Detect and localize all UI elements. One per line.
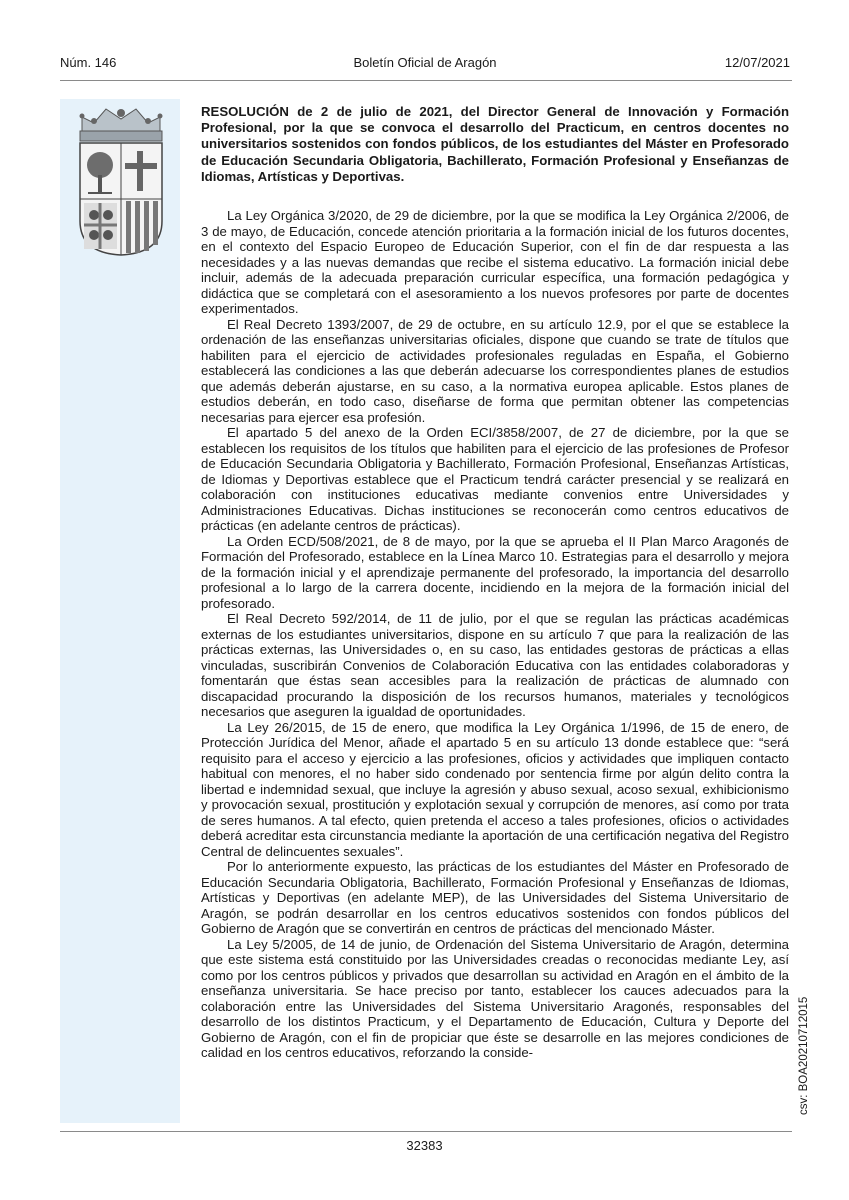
bulletin-number: Núm. 146 [60,55,117,70]
publication-date: 12/07/2021 [724,55,790,70]
body-paragraph: El apartado 5 del anexo de la Orden ECI/3858/2007, de 27 de diciembre, por la que se establecen los requisitos de los títulos que habiliten para el ejercicio de las profesiones de Profesor de Educación Secundaria Obligatoria y Bachillerato, Formación Profesional, Enseñanzas Artísticas, de Idiomas y Deportivas establece que el Practicum tendrá carácter presencial y se realizará en colaboración con instituciones educativas mediante convenios entre Universidades y Administraciones Educativas. Dichas instituciones se reconocerán como centros educativos de prácticas (en adelante centros de prácticas). [201,425,789,534]
csv-code: csv: BOA20210712015 [798,996,810,1115]
body-paragraph: Por lo anteriormente expuesto, las prácticas de los estudiantes del Máster en Profesorado de Educación Secundaria Obligatoria, Bachillerato, Formación Profesional y Enseñanzas de Idiomas, Artísticas y Deportivas (en adelante MEP), de las Universidades del Sistema Universitario de Aragón, se podrán desarrollar en los centros educativos sostenidos con fondos públicos del Gobierno de Aragón que se convertirán en centros de prácticas del mencionado Máster. [201,859,789,937]
footer-divider [60,1131,792,1132]
page-number: 32383 [406,1138,443,1153]
body-paragraph: La Ley Orgánica 3/2020, de 29 de diciembre, por la que se modifica la Ley Orgánica 2/2006, de 3 de mayo, de Educación, concede atención prioritaria a la formación inicial de los futuros docentes, en el contexto del Espacio Europeo de Educación Superior, con el fin de dar respuesta a las necesidades y a las nuevas demandas que recibe el sistema educativo. La formación inicial debe incluir, además de la adecuada preparación curricular específica, una formación pedagógica y didáctica que se completará con el asesoramiento a los nuevos profesores por parte de docentes experimentados. [201,208,789,317]
aragon-coat-of-arms-icon [74,103,168,257]
page-header [60,55,790,73]
body-paragraph: La Ley 5/2005, de 14 de junio, de Ordenación del Sistema Universitario de Aragón, determina que este sistema está constituido por las Universidades creadas o reconocidas mediante Ley, así como por los centros públicos y privados que desarrollan su actividad en Aragón en el ámbito de la enseñanza universitaria. Se hace preciso por tanto, establecer los cauces adecuados para la colaboración entre las Universidades del Sistema Universitario Aragonés, responsables del desarrollo de los distintos Practicum, y el Departamento de Educación, Cultura y Deporte del Gobierno de Aragón, con el fin de propiciar que éste se desarrolle en las mejores condiciones de calidad en los centros educativos, reforzando la conside- [201,936,789,1061]
body-paragraph: La Ley 26/2015, de 15 de enero, que modifica la Ley Orgánica 1/1996, de 15 de enero, de Protección Jurídica del Menor, añade el apartado 5 en su artículo 13 donde establece que: “será requisito para el acceso y ejercicio a las profesiones, oficios y actividades que impliquen contacto habitual con menores, el no haber sido condenado por sentencia firme por algún delito contra la libertad e indemnidad sexual, que incluye la agresión y abuso sexual, acoso sexual, exhibicionismo y provocación sexual, prostitución y explotación sexual y corrupción de menores, así como por trata de seres humanos. A tal efecto, quien pretenda el acceso a tales profesiones, oficios o actividades deberá acreditar esta circunstancia mediante la aportación de una certificación negativa del Registro Central de delincuentes sexuales”. [201,719,789,859]
body-paragraph: El Real Decreto 592/2014, de 11 de julio, por el que se regulan las prácticas académicas externas de los estudiantes universitarios, dispone en su artículo 7 que para la realización de las prácticas externas, las Universidades o, en su caso, las entidades gestoras de prácticas a ellas vinculadas, suscribirán Convenios de Colaboración Educativa con las entidades colaboradoras y fomentarán que éstas sean accesibles para la realización de prácticas de alumnado con discapacidad procurando la disposición de los recursos humanos, materiales y tecnológicos necesarios que aseguren la igualdad de oportunidades. [201,611,789,720]
document-body [201,104,789,1061]
body-paragraph: El Real Decreto 1393/2007, de 29 de octubre, en su artículo 12.9, por el que se establece la ordenación de las enseñanzas universitarias oficiales, dispone que cuando se trate de títulos que habiliten para el ejercicio de actividades profesionales reguladas en España, el Gobierno establecerá las condiciones a las que deberán adecuarse los correspondientes planes de estudios que además deberán ajustarse, en su caso, a la normativa europea aplicable. Estos planes de estudios deberán, en todo caso, diseñarse de forma que permitan obtener las competencias necesarias para ejercer esa profesión. [201,316,789,425]
resolution-title: RESOLUCIÓN de 2 de julio de 2021, del Director General de Innovación y Formación Profesional, por la que se convoca el desarrollo del Practicum, en centros docentes no universitarios sostenidos con fondos públicos, de los estudiantes del Máster en Profesorado de Educación Secundaria Obligatoria, Bachillerato, Formación Profesional y Enseñanzas de Idiomas, Artísticas y Deportivas. [201,104,789,184]
publication-title: Boletín Oficial de Aragón [353,55,497,70]
header-divider [60,80,792,81]
body-paragraph: La Orden ECD/508/2021, de 8 de mayo, por la que se aprueba el II Plan Marco Aragonés de Formación del Profesorado, establece en la Línea Marco 10. Estrategias para el desarrollo y mejora de la formación inicial y el aprendizaje permanente del profesorado, la importancia del desarrollo profesional a lo largo de la carrera docente, incidiendo en la mejora de la formación inicial del profesorado. [201,533,789,611]
